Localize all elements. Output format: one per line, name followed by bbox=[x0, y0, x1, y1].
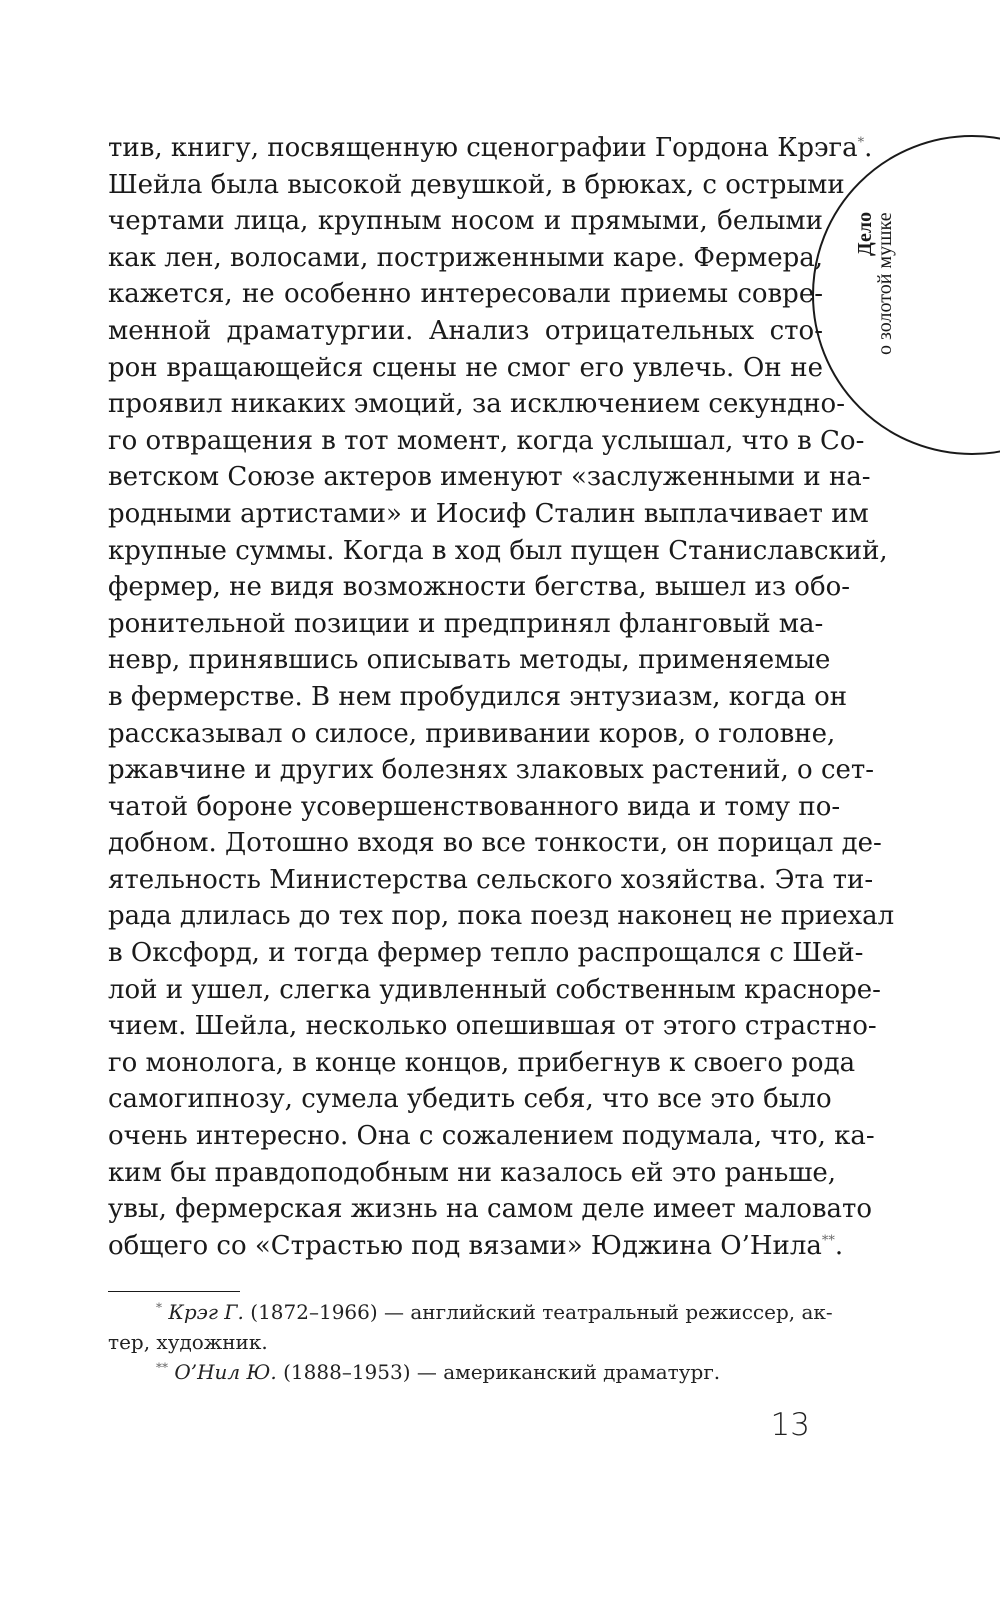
text-line: ким бы правдоподобным ни казалось ей это раньше, bbox=[108, 1157, 837, 1188]
text-line: рада длилась до тех пор, пока поезд наконец не приехал bbox=[108, 901, 895, 932]
footnote-1: * Крэг Г. (1872–1966) — английский театральный режиссер, ак- bbox=[156, 1300, 833, 1324]
text-line: проявил никаких эмоций, за исключением секундно- bbox=[108, 389, 845, 420]
text-line: добном. Дотошно входя во все тонкости, он порицал де- bbox=[108, 828, 882, 859]
text-line: го монолога, в конце концов, прибегнув к своего рода bbox=[108, 1047, 856, 1078]
section-tab-text bbox=[854, 212, 896, 372]
section-tab-title: Дело bbox=[854, 212, 876, 257]
text-line: лой и ушел, слегка удивленный собственным красноре- bbox=[108, 974, 881, 1005]
section-tab-subtitle: о золотой мушке bbox=[874, 212, 896, 355]
text-line: самогипнозу, сумела убедить себя, что все это было bbox=[108, 1084, 832, 1115]
text-line: Шейла была высокой девушкой, в брюках, с острыми bbox=[108, 169, 845, 200]
footnote-divider bbox=[108, 1291, 240, 1292]
text-line: ржавчине и других болезнях злаковых растений, о сет- bbox=[108, 755, 875, 786]
text-line: родными артистами» и Иосиф Сталин выплачивает им bbox=[108, 498, 869, 529]
footnote-marker: * bbox=[857, 135, 865, 151]
text-line: ветском Союзе актеров именуют «заслуженными и на- bbox=[108, 462, 871, 493]
text-line: в Оксфорд, и тогда фермер тепло распрощался с Шей- bbox=[108, 938, 864, 969]
text-line: увы, фермерская жизнь на самом деле имеет маловато bbox=[108, 1194, 873, 1225]
text-line: крупные суммы. Когда в ход был пущен Станиславский, bbox=[108, 535, 888, 566]
text-line: тив, книгу, посвященную сценографии Гордона Крэга*. bbox=[108, 133, 873, 163]
text-line: общего со «Страстью под вязами» Юджина О’Нила**. bbox=[108, 1230, 844, 1261]
text-line: в фермерстве. В нем пробудился энтузиазм, когда он bbox=[108, 681, 848, 712]
text-line: рон вращающейся сцены не смог его увлечь. Он не bbox=[108, 352, 823, 383]
text-line: ятельность Министерства сельского хозяйства. Эта ти- bbox=[108, 864, 874, 895]
footnote-2: ** О’Нил Ю. (1888–1953) — американский драматург. bbox=[156, 1360, 721, 1384]
page-number: 13 bbox=[770, 1407, 810, 1443]
footnote-1-cont: тер, художник. bbox=[108, 1330, 268, 1354]
text-line: фермер, не видя возможности бегства, вышел из обо- bbox=[108, 572, 851, 603]
text-line: как лен, волосами, постриженными каре. Фермера, bbox=[108, 242, 823, 273]
text-line: менной драматургии. Анализ отрицательных сто- bbox=[108, 315, 823, 346]
text-line: кажется, не особенно интересовали приемы совре- bbox=[108, 279, 823, 310]
footnotes bbox=[108, 1297, 833, 1387]
footnote-marker: ** bbox=[821, 1233, 835, 1249]
text-line: го отвращения в тот момент, когда услышал, что в Со- bbox=[108, 425, 865, 456]
text-line: чатой бороне усовершенствованного вида и тому по- bbox=[108, 791, 841, 822]
text-line: невр, принявшись описывать методы, применяемые bbox=[108, 645, 831, 676]
text-line: чием. Шейла, несколько опешившая от этого страстно- bbox=[108, 1011, 877, 1042]
text-line: рассказывал о силосе, прививании коров, о головне, bbox=[108, 718, 836, 749]
text-line: чертами лица, крупным носом и прямыми, белыми bbox=[108, 206, 823, 237]
text-line: ронительной позиции и предпринял фланговый ма- bbox=[108, 608, 824, 639]
text-line: очень интересно. Она с сожалением подумала, что, ка- bbox=[108, 1121, 875, 1152]
